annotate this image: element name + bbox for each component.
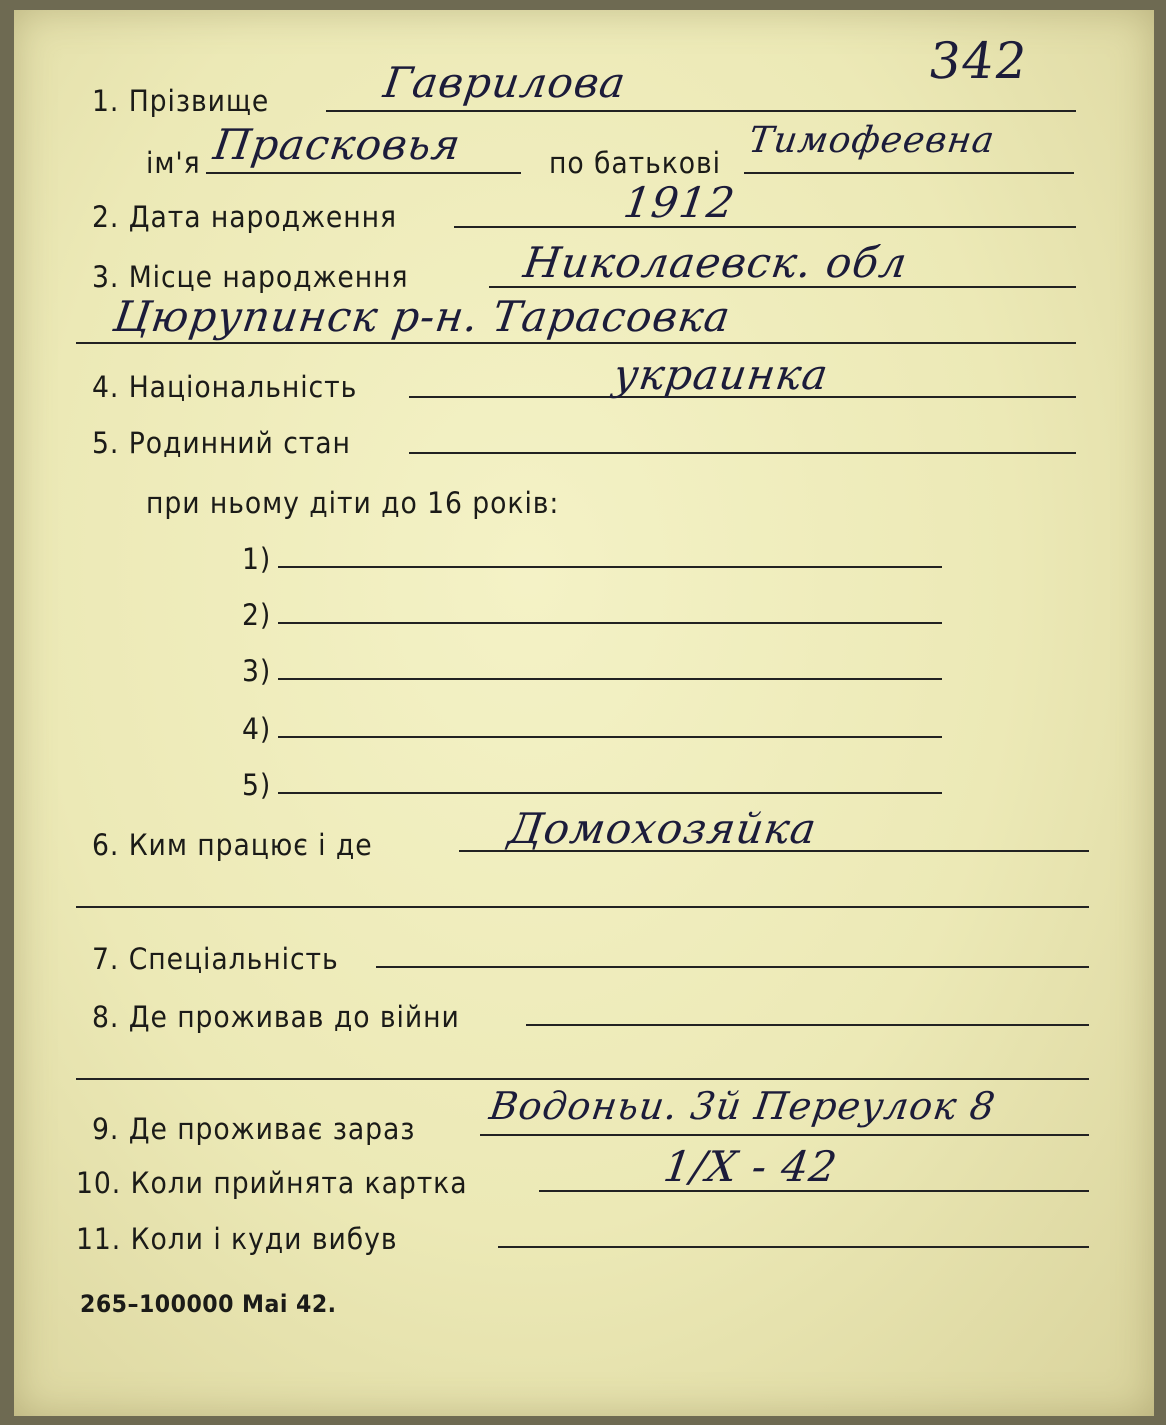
- card-accepted-label: 10. Коли прийнята картка: [76, 1166, 468, 1200]
- child-5-line: [278, 792, 942, 794]
- child-1-label: 1): [242, 542, 272, 576]
- registration-card: [14, 10, 1154, 1416]
- marital-status-label: 5. Родинний стан: [92, 426, 351, 460]
- work-line-2: [76, 906, 1089, 908]
- surname-line: [326, 110, 1076, 112]
- birth-place-label: 3. Місце народження: [92, 260, 409, 294]
- print-code: 265–100000 Mai 42.: [80, 1290, 337, 1318]
- work-value: Домохозяйка: [505, 804, 820, 853]
- current-address-label: 9. Де проживає зараз: [92, 1112, 416, 1146]
- name-line: [206, 172, 521, 174]
- child-4-label: 4): [242, 712, 272, 746]
- speciality-line: [376, 966, 1089, 968]
- birth-place-value-2: Цюрупинск р-н. Тарасовка: [110, 292, 734, 341]
- name-value: Прасковья: [210, 120, 465, 169]
- child-3-label: 3): [242, 654, 272, 688]
- patronymic-line: [744, 172, 1074, 174]
- birth-date-label: 2. Дата народження: [92, 200, 397, 234]
- current-address-value: Водоньи. 3й Переулок 8: [486, 1084, 999, 1128]
- nationality-value: украинка: [610, 350, 832, 399]
- child-1-line: [278, 566, 942, 568]
- speciality-label: 7. Спеціальність: [92, 942, 339, 976]
- birth-date-line: [454, 226, 1076, 228]
- surname-label: 1. Прізвище: [92, 84, 270, 118]
- departed-line: [498, 1246, 1089, 1248]
- child-2-line: [278, 622, 942, 624]
- name-label: ім'я: [146, 146, 201, 180]
- birth-date-value: 1912: [620, 178, 739, 227]
- child-4-line: [278, 736, 942, 738]
- prewar-address-label: 8. Де проживав до війни: [92, 1000, 460, 1034]
- work-label: 6. Ким працює і де: [92, 828, 373, 862]
- patronymic-value: Тимофеевна: [746, 120, 998, 161]
- departed-label: 11. Коли і куди вибув: [76, 1222, 398, 1256]
- card-accepted-value: 1/X - 42: [660, 1142, 841, 1191]
- birth-place-line-2: [76, 342, 1076, 344]
- patronymic-label: по батькові: [549, 146, 722, 180]
- birth-place-value-1: Николаевск. обл: [520, 238, 911, 287]
- prewar-address-line: [526, 1024, 1089, 1026]
- current-address-line: [480, 1134, 1089, 1136]
- child-3-line: [278, 678, 942, 680]
- prewar-address-line-2: [76, 1078, 1089, 1080]
- child-2-label: 2): [242, 598, 272, 632]
- child-5-label: 5): [242, 768, 272, 802]
- children-label: при ньому діти до 16 років:: [146, 486, 560, 520]
- marital-status-line: [409, 452, 1076, 454]
- surname-value: Гаврилова: [380, 58, 630, 107]
- nationality-label: 4. Національність: [92, 370, 358, 404]
- card-number: 342: [924, 32, 1032, 90]
